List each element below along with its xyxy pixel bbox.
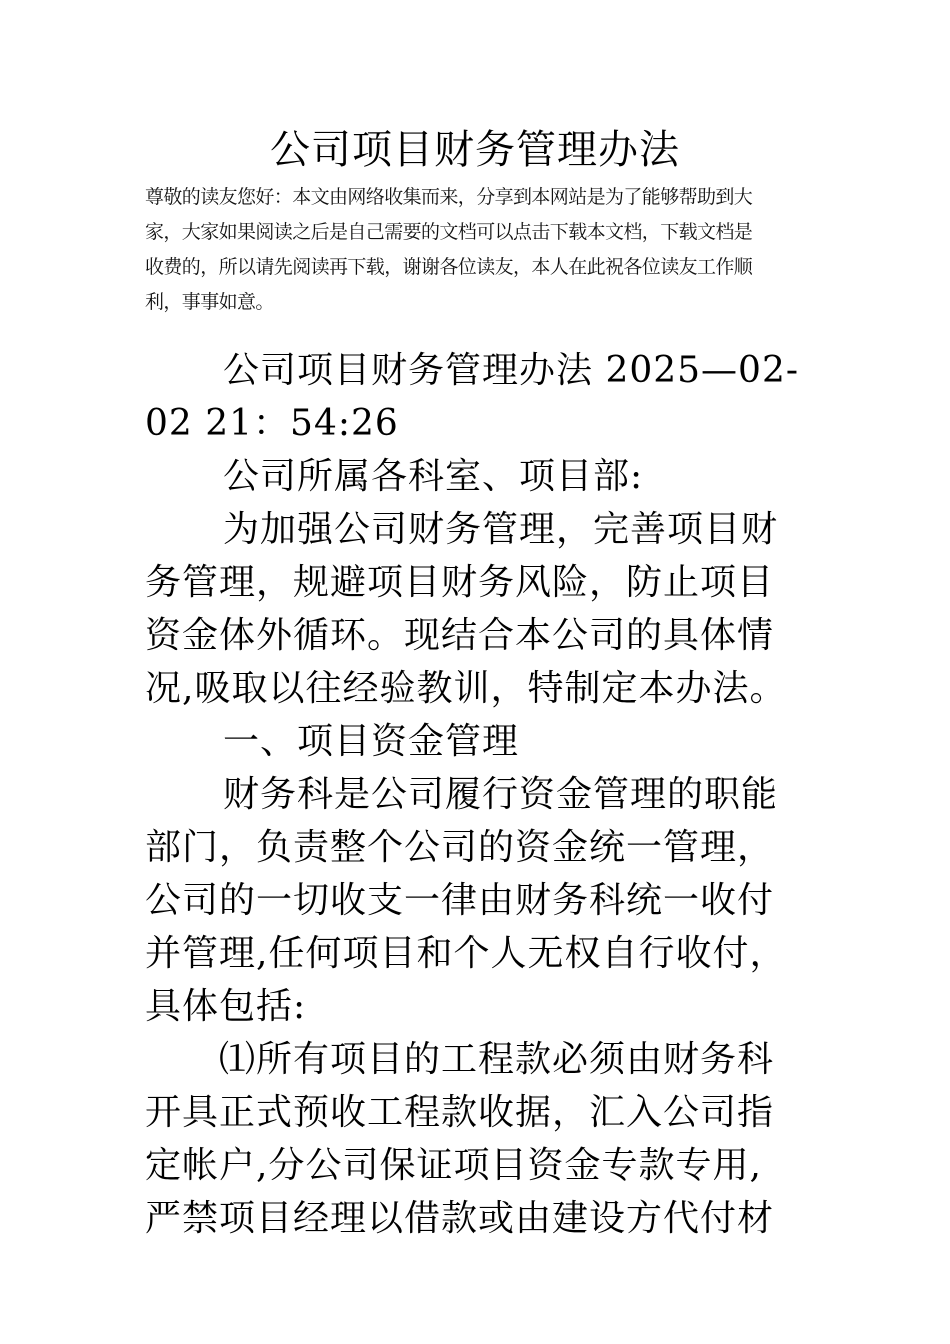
notice-line: 收费的，所以请先阅读再下载，谢谢各位读友，本人在此祝各位读友工作顺 — [145, 256, 753, 278]
list-item-line: 开具正式预收工程款收据，汇入公司指 — [145, 1092, 775, 1133]
document-title: 公司项目财务管理办法 — [270, 127, 680, 173]
notice-line: 尊敬的读友您好：本文由网络收集而来，分享到本网站是为了能够帮助到大 — [145, 186, 753, 208]
body-date-line: 02 21：54:26 — [145, 403, 399, 444]
body-addressee-line: 公司所属各科室、项目部: — [223, 456, 644, 497]
body-paragraph-line: 务管理，规避项目财务风险，防止项目 — [145, 562, 775, 603]
body-paragraph-line: 为加强公司财务管理，完善项目财 — [223, 509, 779, 550]
body-paragraph-line: 财务科是公司履行资金管理的职能 — [223, 774, 779, 815]
body-heading-line: 公司项目财务管理办法 2025—02- — [223, 350, 800, 391]
notice-line: 家，大家如果阅读之后是自己需要的文档可以点击下载本文档，下载文档是 — [145, 221, 753, 243]
body-paragraph-line: 并管理,任何项目和个人无权自行收付， — [145, 933, 787, 974]
notice-line: 利，事事如意。 — [145, 291, 274, 313]
body-paragraph-line: 况,吸取以往经验教训，特制定本办法。 — [145, 668, 787, 709]
list-item-line: ⑴所有项目的工程款必须由财务科 — [219, 1039, 775, 1080]
section-heading-line: 一、项目资金管理 — [223, 721, 520, 762]
document-body — [145, 344, 805, 1245]
list-item-line: 定帐户,分公司保证项目资金专款专用, — [145, 1145, 762, 1186]
download-notice — [145, 180, 805, 320]
list-item-line: 严禁项目经理以借款或由建设方代付材 — [145, 1198, 775, 1239]
body-paragraph-line: 部门，负责整个公司的资金统一管理， — [145, 827, 775, 868]
body-paragraph-line: 资金体外循环。现结合本公司的具体情 — [145, 615, 775, 656]
body-paragraph-line: 具体包括: — [145, 986, 307, 1027]
body-paragraph-line: 公司的一切收支一律由财务科统一收付 — [145, 880, 775, 921]
